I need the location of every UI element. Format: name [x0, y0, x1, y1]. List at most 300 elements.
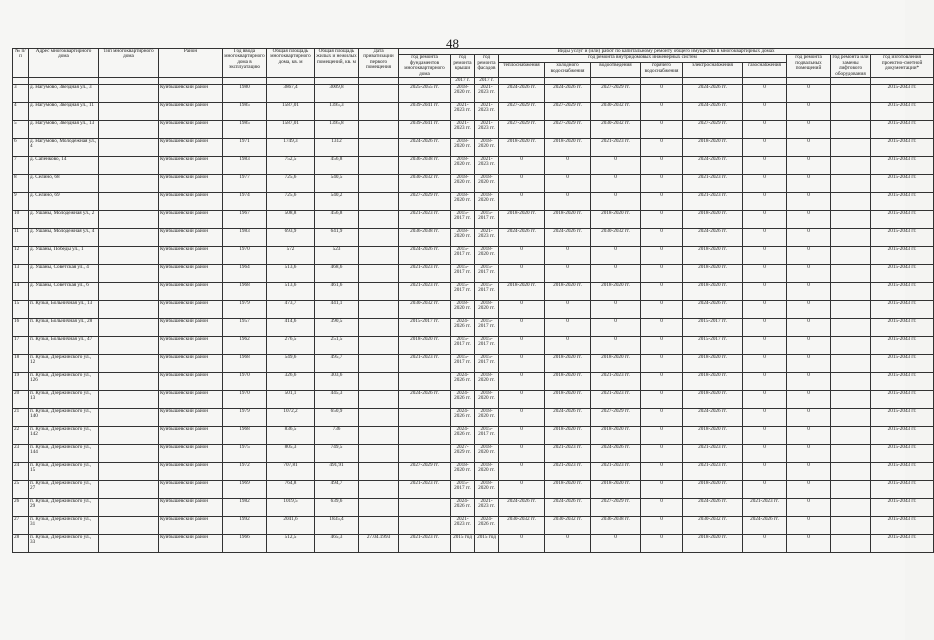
cell-type: [99, 354, 159, 372]
table-row: [13, 372, 934, 390]
table-row: [13, 210, 934, 228]
cell-heat: 2018-2020 гг.: [499, 282, 545, 300]
col-gas: газоснабжения: [743, 63, 787, 78]
cell-date: [359, 516, 399, 534]
cell-hot: 0: [641, 246, 683, 264]
cell-hot: 0: [641, 336, 683, 354]
cell-hot: 0: [641, 372, 683, 390]
cell-heat: 0: [499, 462, 545, 480]
cell-sewer: 2027-2029 гг.: [591, 498, 641, 516]
cell-type: [99, 156, 159, 174]
cell-roof: 2015-2017 гг.: [451, 354, 475, 372]
cell-base: 0: [787, 138, 831, 156]
cell-cold: 0: [545, 534, 591, 552]
cell-district: Куйбышевский район: [159, 210, 223, 228]
cell-living: 468,6: [315, 264, 359, 282]
col-area-total: Общая площадь многоквартирного дома, кв. м: [267, 49, 315, 78]
cell-area: 725,6: [267, 192, 315, 210]
cell-n: 10: [13, 210, 29, 228]
cell-district: Куйбышевский район: [159, 192, 223, 210]
cell-type: [99, 84, 159, 102]
cell-elec: 2024-2026 гг.: [683, 498, 743, 516]
cell-year: 1983: [223, 228, 267, 246]
cell-living: 639,6: [315, 498, 359, 516]
cell-cold: 2018-2020 гг.: [545, 210, 591, 228]
table-row: [13, 318, 934, 336]
cell-addr: п. Кузьи, Больничная ул., 28: [29, 318, 99, 336]
table-row: [13, 354, 934, 372]
table-row: [13, 84, 934, 102]
cell-date: [359, 192, 399, 210]
cell-n: 11: [13, 228, 29, 246]
cell-sewer: 2036-2038 гг.: [591, 516, 641, 534]
cell-cold: 2024-2026 гг.: [545, 408, 591, 426]
cell-roof: 2018-2020 гг.: [451, 228, 475, 246]
cell-type: [99, 480, 159, 498]
cell-sewer: 2021-2023 гг.: [591, 372, 641, 390]
table-row: [13, 300, 934, 318]
cell-year: 1970: [223, 372, 267, 390]
cell-roof: 2024-2026 гг.: [451, 498, 475, 516]
cell-sewer: 0: [591, 534, 641, 552]
cell-lift: [831, 174, 871, 192]
cell-heat: 0: [499, 336, 545, 354]
cell-base: 0: [787, 300, 831, 318]
cell-gas: 0: [743, 246, 787, 264]
cell-addr: д. Селино, 68: [29, 174, 99, 192]
cell-elec: 2015-2017 гг.: [683, 336, 743, 354]
cell-n: 13: [13, 264, 29, 282]
cell-area: 326,6: [267, 372, 315, 390]
cell-sewer: 2030-2032 гг.: [591, 102, 641, 120]
cell-base: 0: [787, 480, 831, 498]
cell-sewer: 2024-2026 гг.: [591, 444, 641, 462]
carry-roof: 2017 г.: [451, 78, 475, 84]
cell-found: 2039-2041 гг.: [399, 102, 451, 120]
cell-hot: 0: [641, 300, 683, 318]
cell-area: 2041,6: [267, 516, 315, 534]
cell-district: Куйбышевский район: [159, 282, 223, 300]
cell-heat: 0: [499, 444, 545, 462]
cell-design: 2015-2043 гг.: [871, 498, 934, 516]
works-title: Виды услуг и (или) работ по капитальному ремонту общего имущества в многоквартирных домах: [399, 49, 934, 55]
cell-lift: [831, 408, 871, 426]
cell-living: 523: [315, 246, 359, 264]
cell-addr: п. Кузьи, Дзержинского ул., 29: [29, 498, 99, 516]
cell-year: 1974: [223, 192, 267, 210]
cell-elec: 2018-2020 гг.: [683, 480, 743, 498]
cell-year: 1983: [223, 156, 267, 174]
cell-hot: 0: [641, 480, 683, 498]
cell-date: [359, 228, 399, 246]
cell-area: 512,5: [267, 534, 315, 552]
cell-design: 2015-2043 гг.: [871, 444, 934, 462]
cell-design: 2015-2043 гг.: [871, 282, 934, 300]
cell-design: 2015-2043 гг.: [871, 192, 934, 210]
cell-lift: [831, 498, 871, 516]
cell-sewer: 0: [591, 318, 641, 336]
cell-lift: [831, 84, 871, 102]
cell-area: 414,6: [267, 318, 315, 336]
cell-facade: 2024-2026 гг.: [475, 516, 499, 534]
cell-elec: 2024-2026 гг.: [683, 300, 743, 318]
cell-found: 2015-2017 гг.: [399, 318, 451, 336]
cell-living: 303,6: [315, 372, 359, 390]
cell-year: 1962: [223, 336, 267, 354]
cell-cold: 2024-2026 гг.: [545, 498, 591, 516]
col-sewer: водоотведения: [591, 63, 641, 78]
cell-sewer: 0: [591, 336, 641, 354]
cell-area: 1019,5: [267, 498, 315, 516]
cell-living: 3009,8: [315, 84, 359, 102]
cell-n: 25: [13, 480, 29, 498]
col-n: № п/п: [13, 49, 29, 78]
cell-base: 0: [787, 318, 831, 336]
cell-elec: 2018-2020 гг.: [683, 210, 743, 228]
cell-base: 0: [787, 264, 831, 282]
cell-year: 1979: [223, 408, 267, 426]
cell-base: 0: [787, 246, 831, 264]
cell-gas: 0: [743, 318, 787, 336]
cell-base: 0: [787, 372, 831, 390]
cell-date: [359, 156, 399, 174]
cell-found: 2027-2029 гг.: [399, 192, 451, 210]
cell-base: 0: [787, 444, 831, 462]
cell-addr: д. Нагумово, Звездная ул., 11: [29, 102, 99, 120]
cell-date: 27.04.1993: [359, 534, 399, 552]
cell-date: [359, 282, 399, 300]
cell-found: 2030-2032 гг.: [399, 300, 451, 318]
cell-hot: 0: [641, 408, 683, 426]
cell-sewer: 0: [591, 156, 641, 174]
cell-year: 1966: [223, 534, 267, 552]
cell-year: 1957: [223, 318, 267, 336]
cell-elec: 2021-2023 гг.: [683, 444, 743, 462]
cell-addr: п. Кузьи, Дзержинского ул., 140: [29, 408, 99, 426]
cell-gas: 0: [743, 264, 787, 282]
cell-gas: 0: [743, 174, 787, 192]
cell-facade: 2018-2020 гг.: [475, 300, 499, 318]
cell-living: 456,8: [315, 156, 359, 174]
cell-design: 2015-2043 гг.: [871, 534, 934, 552]
cell-n: 21: [13, 408, 29, 426]
cell-living: 461,6: [315, 282, 359, 300]
cell-cold: 2018-2020 гг.: [545, 282, 591, 300]
cell-district: Куйбышевский район: [159, 246, 223, 264]
cell-found: 2036-2038 гг.: [399, 228, 451, 246]
cell-date: [359, 84, 399, 102]
cell-year: 1969: [223, 480, 267, 498]
cell-hot: 0: [641, 318, 683, 336]
cell-addr: д. Селино, 69: [29, 192, 99, 210]
cell-hot: 0: [641, 516, 683, 534]
cell-design: 2015-2043 гг.: [871, 228, 934, 246]
cell-facade: 2015-2017 гг.: [475, 282, 499, 300]
cell-base: 0: [787, 174, 831, 192]
cell-hot: 0: [641, 390, 683, 408]
carry-facade: 2017 г.: [475, 78, 499, 84]
cell-year: 1967: [223, 210, 267, 228]
cell-living: 390,5: [315, 318, 359, 336]
cell-date: [359, 138, 399, 156]
cell-base: 0: [787, 228, 831, 246]
cell-district: Куйбышевский район: [159, 426, 223, 444]
cell-district: Куйбышевский район: [159, 498, 223, 516]
cell-design: 2015-2043 гг.: [871, 102, 934, 120]
cell-base: 0: [787, 156, 831, 174]
col-lifts: год ремонта или замены лифтового оборудования: [832, 54, 869, 77]
table-row: [13, 228, 934, 246]
cell-heat: 2027-2029 гг.: [499, 120, 545, 138]
cell-addr: п. Кузьи, Дзержинского ул., 15: [29, 462, 99, 480]
cell-n: 5: [13, 120, 29, 138]
cell-elec: 2024-2026 гг.: [683, 408, 743, 426]
cell-date: [359, 210, 399, 228]
cell-cold: 2027-2029 гг.: [545, 102, 591, 120]
cell-found: [399, 498, 451, 516]
cell-roof: 2015-2017 гг.: [451, 246, 475, 264]
cell-year: 1964: [223, 264, 267, 282]
cell-date: [359, 408, 399, 426]
cell-district: Куйбышевский район: [159, 408, 223, 426]
cell-sewer: 2027-2029 гг.: [591, 84, 641, 102]
cell-heat: 0: [499, 408, 545, 426]
cell-n: 26: [13, 498, 29, 516]
cell-year: 1985: [223, 102, 267, 120]
cell-addr: п. Кузьи, Больничная ул., 47: [29, 336, 99, 354]
cell-roof: 2015-2017 гг.: [451, 282, 475, 300]
cell-roof: 2024-2026 гг.: [451, 372, 475, 390]
col-design: год изготовления проектно-сметной документации*: [871, 55, 934, 78]
cell-design: 2015-2043 гг.: [871, 480, 934, 498]
cell-district: Куйбышевский район: [159, 156, 223, 174]
col-basement: год ремонта подвальных помещений: [787, 55, 831, 78]
cell-year: 1975: [223, 444, 267, 462]
cell-sewer: 2018-2020 гг.: [591, 426, 641, 444]
cell-found: 2021-2023 гг.: [399, 480, 451, 498]
table-row: [13, 138, 934, 156]
cell-district: Куйбышевский район: [159, 102, 223, 120]
cell-type: [99, 228, 159, 246]
cell-facade: 2015-2017 гг.: [475, 354, 499, 372]
cell-elec: 2018-2020 гг.: [683, 534, 743, 552]
cell-hot: 0: [641, 102, 683, 120]
cell-addr: д. Ушаны, Победы ул., 1: [29, 246, 99, 264]
cell-cold: 2018-2020 гг.: [545, 372, 591, 390]
table-row: [13, 426, 934, 444]
cell-elec: 2024-2026 гг.: [683, 84, 743, 102]
cell-cold: 2021-2023 гг.: [545, 462, 591, 480]
cell-date: [359, 246, 399, 264]
cell-date: [359, 444, 399, 462]
cell-facade: 2021-2023 гг.: [475, 228, 499, 246]
cell-type: [99, 498, 159, 516]
cell-elec: 2021-2023 гг.: [683, 174, 743, 192]
table-row: [13, 462, 934, 480]
cell-design: 2015-2043 гг.: [871, 372, 934, 390]
table-row: [13, 408, 934, 426]
cell-gas: 2024-2026 гг.: [743, 516, 787, 534]
cell-lift: [831, 156, 871, 174]
cell-lift: [831, 354, 871, 372]
capital-repair-table: [12, 48, 934, 553]
cell-living: 494,7: [315, 480, 359, 498]
cell-found: 2021-2023 гг.: [399, 354, 451, 372]
cell-district: Куйбышевский район: [159, 228, 223, 246]
cell-roof: 2018-2020 гг.: [451, 174, 475, 192]
cell-heat: 0: [499, 174, 545, 192]
cell-addr: п. Кузьи, Дзержинского ул., 27: [29, 480, 99, 498]
cell-date: [359, 264, 399, 282]
cell-n: 15: [13, 300, 29, 318]
cell-heat: 0: [499, 156, 545, 174]
cell-found: [399, 372, 451, 390]
cell-hot: 0: [641, 120, 683, 138]
cell-district: Куйбышевский район: [159, 462, 223, 480]
cell-area: 549,6: [267, 354, 315, 372]
cell-sewer: 2021-2023 гг.: [591, 138, 641, 156]
cell-cold: 2018-2020 гг.: [545, 480, 591, 498]
cell-date: [359, 354, 399, 372]
cell-base: 0: [787, 120, 831, 138]
cell-area: 836,5: [267, 426, 315, 444]
cell-lift: [831, 246, 871, 264]
cell-gas: 0: [743, 300, 787, 318]
table-row: [13, 246, 934, 264]
cell-roof: 2018-2020 гг.: [451, 300, 475, 318]
cell-hot: 0: [641, 156, 683, 174]
cell-district: Куйбышевский район: [159, 372, 223, 390]
cell-type: [99, 318, 159, 336]
cell-hot: 0: [641, 264, 683, 282]
cell-year: 1979: [223, 300, 267, 318]
cell-date: [359, 498, 399, 516]
cell-addr: п. Кузьи, Дзержинского ул., 126: [29, 372, 99, 390]
cell-year: 1972: [223, 462, 267, 480]
cell-base: 0: [787, 210, 831, 228]
cell-living: 456,8: [315, 210, 359, 228]
cell-type: [99, 174, 159, 192]
cell-type: [99, 192, 159, 210]
cell-roof: 2015-2017 гг.: [451, 480, 475, 498]
cell-lift: [831, 138, 871, 156]
cell-facade: 2018-2020 гг.: [475, 390, 499, 408]
cell-living: 650,9: [315, 408, 359, 426]
cell-gas: 0: [743, 210, 787, 228]
table-row: [13, 534, 934, 552]
cell-sewer: 2030-2032 гг.: [591, 228, 641, 246]
cell-design: 2015-2043 гг.: [871, 336, 934, 354]
cell-district: Куйбышевский район: [159, 264, 223, 282]
cell-type: [99, 516, 159, 534]
table-row: [13, 102, 934, 120]
cell-living: 540,5: [315, 174, 359, 192]
cell-found: 2025-2055 гг.: [399, 84, 451, 102]
cell-gas: 0: [743, 282, 787, 300]
cell-hot: 0: [641, 462, 683, 480]
cell-roof: 2015-2017 гг.: [451, 264, 475, 282]
cell-n: 27: [13, 516, 29, 534]
cell-n: 20: [13, 390, 29, 408]
cell-design: 2015-2043 гг.: [871, 138, 934, 156]
cell-roof: 2015 год: [451, 534, 475, 552]
cell-living: 445,3: [315, 390, 359, 408]
cell-elec: 2018-2020 гг.: [683, 390, 743, 408]
cell-lift: [831, 102, 871, 120]
cell-type: [99, 372, 159, 390]
cell-living: 1395,8: [315, 120, 359, 138]
cell-found: 2024-2026 гг.: [399, 246, 451, 264]
cell-facade: 2018-2020 гг.: [475, 192, 499, 210]
cell-living: 540,2: [315, 192, 359, 210]
cell-facade: 2018-2020 гг.: [475, 246, 499, 264]
cell-facade: 2015-2017 гг.: [475, 210, 499, 228]
cell-lift: [831, 372, 871, 390]
cell-elec: 2018-2020 гг.: [683, 282, 743, 300]
cell-base: 0: [787, 84, 831, 102]
cell-lift: [831, 300, 871, 318]
cell-heat: 0: [499, 354, 545, 372]
cell-sewer: 2027-2029 гг.: [591, 408, 641, 426]
cell-design: 2015-2043 гг.: [871, 354, 934, 372]
cell-addr: п. Кузьи, Дзержинского ул., 13: [29, 390, 99, 408]
cell-type: [99, 246, 159, 264]
cell-area: 725,6: [267, 174, 315, 192]
cell-base: 0: [787, 426, 831, 444]
cell-hot: 0: [641, 534, 683, 552]
cell-district: Куйбышевский район: [159, 336, 223, 354]
cell-living: 1835,4: [315, 516, 359, 534]
table-row: [13, 120, 934, 138]
cell-type: [99, 444, 159, 462]
cell-n: 28: [13, 534, 29, 552]
cell-n: 9: [13, 192, 29, 210]
cell-area: 501,1: [267, 390, 315, 408]
cell-area: 276,5: [267, 336, 315, 354]
systems-title: год ремонта внутридомовых инженерных систем: [499, 55, 787, 63]
cell-lift: [831, 390, 871, 408]
cell-type: [99, 264, 159, 282]
cell-facade: 2018-2020 гг.: [475, 444, 499, 462]
cell-facade: 2021-2023 гг.: [475, 498, 499, 516]
cell-found: 2036-2038 гг.: [399, 156, 451, 174]
cell-lift: [831, 228, 871, 246]
table-row: [13, 336, 934, 354]
cell-base: 0: [787, 516, 831, 534]
cell-elec: 2030-2032 гг.: [683, 516, 743, 534]
cell-gas: 0: [743, 426, 787, 444]
cell-area: 3867,4: [267, 84, 315, 102]
cell-facade: 2018-2020 гг.: [475, 462, 499, 480]
cell-found: 2021-2023 гг.: [399, 210, 451, 228]
cell-roof: 2021-2023 гг.: [451, 102, 475, 120]
cell-date: [359, 102, 399, 120]
cell-gas: 0: [743, 138, 787, 156]
cell-lift: [831, 210, 871, 228]
cell-facade: 2018-2020 гг.: [475, 408, 499, 426]
cell-year: 1992: [223, 516, 267, 534]
cell-base: 0: [787, 498, 831, 516]
cell-addr: д. Ушаны, Молодёжная ул., 2: [29, 210, 99, 228]
cell-addr: д. Ушаны, Советская ул., 4: [29, 264, 99, 282]
cell-heat: 2030-2032 гг.: [499, 516, 545, 534]
cell-cold: 0: [545, 264, 591, 282]
cell-found: 2024-2026 гг.: [399, 138, 451, 156]
cell-base: 0: [787, 354, 831, 372]
cell-facade: 2018-2020 гг.: [475, 174, 499, 192]
cell-addr: п. Кузьи, Дзержинского ул., 144: [29, 444, 99, 462]
cell-base: 0: [787, 336, 831, 354]
